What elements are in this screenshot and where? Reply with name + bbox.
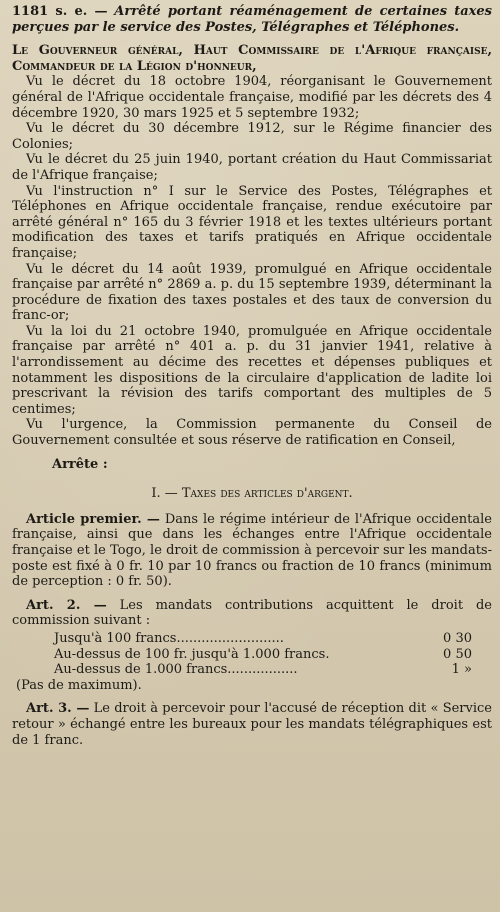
article-2-text: Les mandats contributions acquittent le droit de commission suivant : bbox=[12, 597, 493, 629]
decree-heading bbox=[12, 4, 492, 35]
article-3 bbox=[12, 701, 492, 748]
consideration-1: Vu le décret du 18 octobre 1904, réorganisant le Gouvernement général de l'Afrique occidentale française, modifié par les décrets des 4 décembre 1920, 30 mars 1925 et 5 septembre 1932; bbox=[12, 74, 492, 121]
article-1-text: Dans le régime intérieur de l'Afrique occidentale française, ainsi que dans les échanges entre l'Afrique occidentale française et le Togo, le droit de commission à percevoir sur les mandats-poste est fixé à 0 fr. 10 par 10 francs ou fraction de 10 francs (minimum de perception : 0 fr. 50). bbox=[12, 511, 493, 590]
row-description: Jusqu'à 100 francs.......................... bbox=[54, 630, 284, 646]
consideration-5: Vu le décret du 14 août 1939, promulgué en Afrique occidentale française par arrêté n° 2869 a. p. du 15 septembre 1939, déterminant la procédure de fixation des taxes postales et des taux de conversion du franc-or; bbox=[12, 261, 492, 324]
consideration-4: Vu l'instruction n° I sur le Service des Postes, Télégraphes et Téléphones en Afrique occidentale française, rendue exécutoire par arrêté général n° 165 du 3 février 1918 et les textes ultérieurs portant modification des taxes et tarifs pratiqués en Afrique occidentale française; bbox=[12, 183, 492, 261]
commission-table bbox=[12, 631, 492, 678]
row-description: Au-dessus de 100 fr. jusqu'à 1.000 francs. bbox=[54, 646, 330, 662]
consideration-2: Vu le décret du 30 décembre 1912, sur le Régime financier des Colonies; bbox=[12, 121, 492, 152]
row-amount: 1 » bbox=[451, 662, 472, 678]
row-description: Au-dessus de 1.000 francs................. bbox=[54, 662, 298, 678]
article-3-text: Le droit à percevoir pour l'accusé de réception dit « Service retour » échangé entre les bureaux pour les mandats télégraphiques est de 1 franc. bbox=[12, 701, 493, 748]
table-row bbox=[12, 662, 492, 678]
article-1-lead: Article premier. — bbox=[26, 511, 160, 527]
article-2 bbox=[12, 598, 492, 629]
article-3-lead: Art. 3. — bbox=[26, 701, 90, 717]
table-note: (Pas de maximum). bbox=[16, 677, 142, 693]
consideration-7: Vu l'urgence, la Commission permanente du Conseil de Gouvernement consultée et sous réserve de ratification en Conseil, bbox=[12, 417, 492, 449]
table-row bbox=[12, 647, 492, 663]
decree-title: Arrêté portant réaménagement de certaines taxes perçues par le service des Postes, Télégraphes et Téléphones. bbox=[12, 4, 493, 35]
row-amount: 0 50 bbox=[443, 646, 472, 662]
arrete-label: Arrête : bbox=[52, 456, 108, 472]
issuing-authority: Le Gouverneur général, Haut Commissaire de l'Afrique française, Commandeur de la Légion d'honneur, bbox=[12, 43, 492, 74]
table-row bbox=[12, 631, 492, 647]
section-title: I. — Taxes des articles d'argent. bbox=[151, 486, 353, 502]
article-1 bbox=[12, 512, 492, 590]
row-amount: 0 30 bbox=[443, 630, 472, 646]
decree-number: 1181 s. e. — bbox=[12, 4, 108, 19]
consideration-3: Vu le décret du 25 juin 1940, portant création du Haut Commissariat de l'Afrique française; bbox=[12, 152, 492, 183]
consideration-6: Vu la loi du 21 octobre 1940, promulguée en Afrique occidentale française par arrêté n° 401 a. p. du 31 janvier 1941, relative à l'arrondissement au décime des recettes et dépenses publiques et notamment les dispositions de la circulaire d'application de ladite loi prescrivant la révision des tarifs comportant des multiples de 5 centimes; bbox=[12, 323, 492, 417]
article-2-lead: Art. 2. — bbox=[26, 597, 107, 613]
